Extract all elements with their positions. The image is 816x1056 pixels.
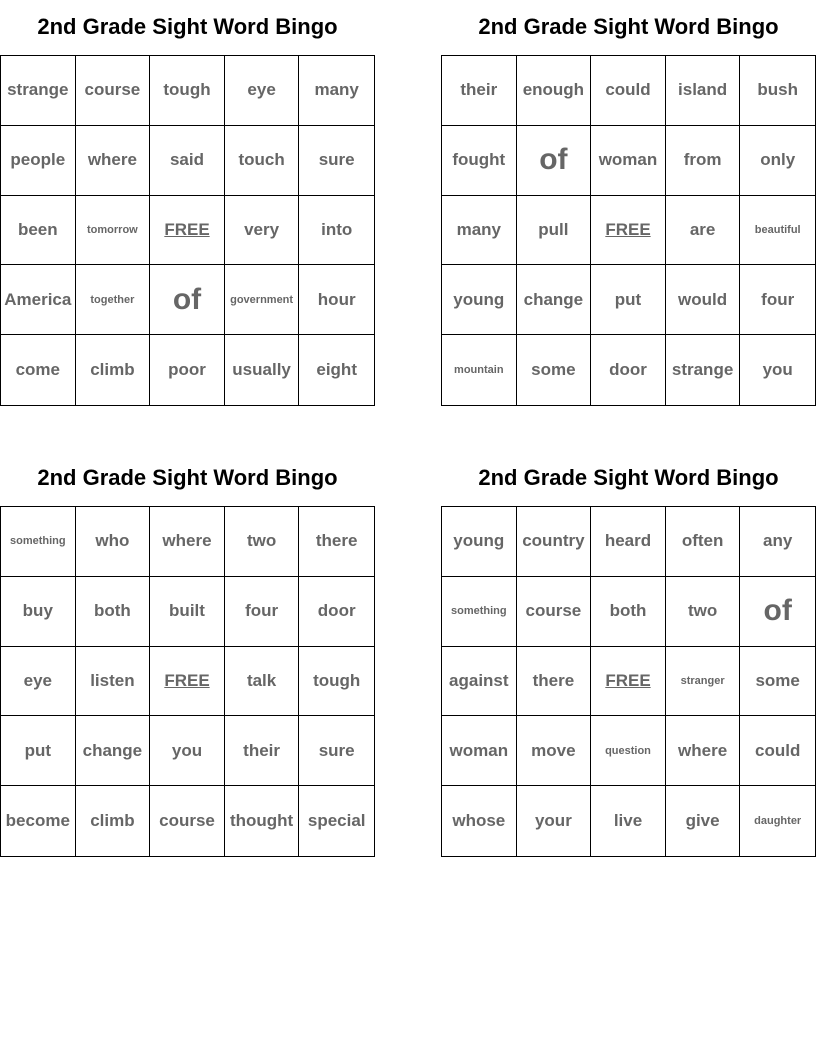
- bingo-cell: tough: [150, 56, 225, 126]
- bingo-cell: buy: [1, 577, 76, 647]
- bingo-grid: [0, 55, 375, 406]
- bingo-cell: are: [666, 196, 741, 266]
- bingo-cell: sure: [299, 716, 374, 786]
- bingo-cell: eye: [225, 56, 300, 126]
- bingo-cell: live: [591, 786, 666, 856]
- bingo-cell: some: [740, 647, 815, 717]
- bingo-cell: mountain: [442, 335, 517, 405]
- bingo-cell: talk: [225, 647, 300, 717]
- bingo-cell: could: [591, 56, 666, 126]
- bingo-cell: something: [1, 507, 76, 577]
- bingo-cell: whose: [442, 786, 517, 856]
- bingo-cell: many: [442, 196, 517, 266]
- bingo-cell: beautiful: [740, 196, 815, 266]
- bingo-cell: very: [225, 196, 300, 266]
- bingo-cell: course: [517, 577, 592, 647]
- bingo-cell: sure: [299, 126, 374, 196]
- bingo-cell: people: [1, 126, 76, 196]
- bingo-cell: would: [666, 265, 741, 335]
- bingo-cell: four: [740, 265, 815, 335]
- bingo-cell: come: [1, 335, 76, 405]
- bingo-cell: often: [666, 507, 741, 577]
- bingo-cell: usually: [225, 335, 300, 405]
- card-title: 2nd Grade Sight Word Bingo: [478, 465, 779, 490]
- bingo-cell: their: [442, 56, 517, 126]
- bingo-cell: question: [591, 716, 666, 786]
- bingo-cell: young: [442, 507, 517, 577]
- bingo-cell: fought: [442, 126, 517, 196]
- bingo-cell: you: [762, 360, 793, 380]
- bingo-cell: two: [666, 577, 741, 647]
- bingo-cell: strange: [1, 56, 76, 126]
- bingo-grid: [0, 506, 375, 857]
- bingo-cell: been: [1, 196, 76, 266]
- bingo-cell: there: [299, 507, 374, 577]
- bingo-cell: said: [150, 126, 225, 196]
- bingo-cell: stranger: [666, 647, 741, 717]
- bingo-cell: put: [591, 265, 666, 335]
- free-space-cell: FREE: [591, 196, 666, 266]
- bingo-cell: heard: [591, 507, 666, 577]
- bingo-cell: course: [76, 56, 151, 126]
- bingo-cell: course: [150, 786, 225, 856]
- bingo-cell: two: [225, 507, 300, 577]
- bingo-cell: eight: [316, 360, 357, 380]
- bingo-cell: enough: [517, 56, 592, 126]
- bingo-cell: woman: [591, 126, 666, 196]
- bingo-cell: their: [225, 716, 300, 786]
- bingo-cell: of: [517, 126, 592, 196]
- bingo-cell: country: [517, 507, 592, 577]
- bingo-cell: who: [76, 507, 151, 577]
- card-title: 2nd Grade Sight Word Bingo: [37, 465, 338, 490]
- bingo-cell: where: [76, 126, 151, 196]
- bingo-cell: against: [442, 647, 517, 717]
- bingo-cell: some: [517, 335, 592, 405]
- bingo-cell: America: [1, 265, 76, 335]
- bingo-cell: young: [442, 265, 517, 335]
- bingo-cell: climb: [76, 335, 151, 405]
- bingo-cell: many: [299, 56, 374, 126]
- bingo-cell: change: [517, 265, 592, 335]
- bingo-cell: of: [150, 265, 225, 335]
- bingo-cell: daughter: [754, 815, 802, 828]
- bingo-cell: tomorrow: [76, 196, 151, 266]
- bingo-cell: woman: [442, 716, 517, 786]
- bingo-cell: bush: [740, 56, 815, 126]
- bingo-cell: hour: [299, 265, 374, 335]
- bingo-cell: could: [740, 716, 815, 786]
- bingo-cell: any: [740, 507, 815, 577]
- bingo-cell: from: [666, 126, 741, 196]
- bingo-cell: touch: [225, 126, 300, 196]
- bingo-cell: both: [76, 577, 151, 647]
- bingo-cell: four: [225, 577, 300, 647]
- free-space-cell: FREE: [591, 647, 666, 717]
- bingo-cell: strange: [666, 335, 741, 405]
- bingo-cell: listen: [76, 647, 151, 717]
- bingo-cell: poor: [150, 335, 225, 405]
- bingo-cell: something: [442, 577, 517, 647]
- bingo-cell: door: [299, 577, 374, 647]
- bingo-cell: climb: [76, 786, 151, 856]
- bingo-cell: into: [299, 196, 374, 266]
- bingo-cell: where: [150, 507, 225, 577]
- bingo-cell: change: [76, 716, 151, 786]
- bingo-cell: you: [150, 716, 225, 786]
- bingo-cell: built: [150, 577, 225, 647]
- card-title: 2nd Grade Sight Word Bingo: [37, 14, 338, 39]
- bingo-cell: move: [517, 716, 592, 786]
- bingo-cell: island: [666, 56, 741, 126]
- bingo-cell: your: [517, 786, 592, 856]
- bingo-cell: door: [591, 335, 666, 405]
- free-space-cell: FREE: [150, 196, 225, 266]
- bingo-cell: tough: [299, 647, 374, 717]
- bingo-grid: [441, 506, 816, 857]
- bingo-cell: become: [1, 786, 76, 856]
- card-title: 2nd Grade Sight Word Bingo: [478, 14, 779, 39]
- bingo-cell: thought: [225, 786, 300, 856]
- free-space-cell: FREE: [150, 647, 225, 717]
- bingo-cell: give: [666, 786, 741, 856]
- bingo-cell: put: [1, 716, 76, 786]
- bingo-cell: together: [76, 265, 151, 335]
- bingo-cell: only: [740, 126, 815, 196]
- bingo-cell: where: [666, 716, 741, 786]
- bingo-cell: special: [307, 811, 366, 831]
- bingo-cell: of: [740, 577, 815, 647]
- bingo-cell: both: [591, 577, 666, 647]
- bingo-cell: there: [517, 647, 592, 717]
- bingo-cell: government: [225, 265, 300, 335]
- bingo-cell: pull: [517, 196, 592, 266]
- bingo-grid: [441, 55, 816, 406]
- bingo-cell: eye: [1, 647, 76, 717]
